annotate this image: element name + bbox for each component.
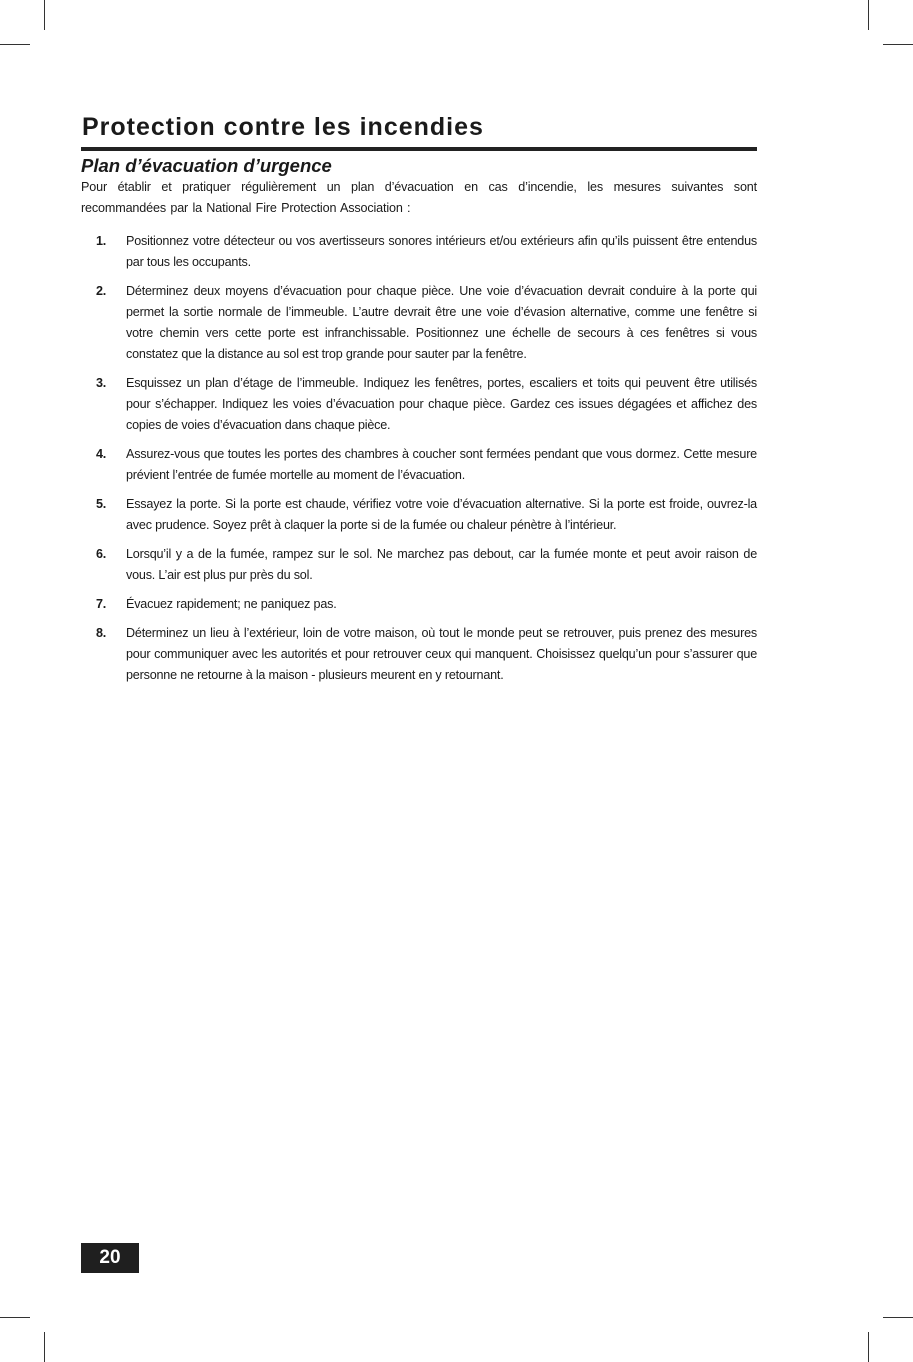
crop-mark bbox=[883, 44, 913, 45]
step-text: Évacuez rapidement; ne paniquez pas. bbox=[126, 597, 337, 611]
crop-mark bbox=[44, 0, 45, 30]
step-text: Lorsqu’il y a de la fumée, rampez sur le sol. Ne marchez pas debout, car la fumée monte et peut avoir raison de vous. L’air est plus pur près du sol. bbox=[126, 547, 757, 582]
crop-mark bbox=[868, 0, 869, 30]
step-number: 4. bbox=[96, 447, 107, 461]
list-item bbox=[81, 594, 757, 615]
step-number: 8. bbox=[96, 626, 107, 640]
intro-paragraph: Pour établir et pratiquer régulièrement un plan d’évacuation en cas d’incendie, les mesures suivantes sont recommandées par la National Fire Protection Association : bbox=[81, 180, 757, 215]
step-text: Assurez-vous que toutes les portes des chambres à coucher sont fermées pendant que vous dormez. Cette mesure prévient l’entrée de fumée mortelle au moment de l’évacuation. bbox=[126, 447, 757, 482]
list-item bbox=[81, 281, 757, 365]
step-text: Positionnez votre détecteur ou vos avertisseurs sonores intérieurs et/ou extérieurs afin qu’ils puissent être entendus par tous les occupants. bbox=[126, 234, 757, 269]
crop-mark bbox=[44, 1332, 45, 1362]
step-number: 2. bbox=[96, 284, 107, 298]
crop-mark bbox=[0, 44, 30, 45]
step-text: Déterminez deux moyens d’évacuation pour chaque pièce. Une voie d’évacuation devrait conduire à la porte qui permet la sortie normale de l’immeuble. L’autre devrait être une voie d’évasion alternative, comme une fenêtre si votre chemin vers cette porte est infranchissable. Positionnez une échelle de secours à ces fenêtres si vous constatez que la distance au sol est trop grande pour sauter par la fenêtre. bbox=[126, 284, 757, 361]
step-number: 5. bbox=[96, 497, 107, 511]
page-content bbox=[81, 108, 757, 694]
page-number: 20 bbox=[81, 1243, 139, 1273]
section-title: Plan d’évacuation d’urgence bbox=[81, 155, 332, 176]
list-item bbox=[81, 544, 757, 586]
crop-mark bbox=[868, 1332, 869, 1362]
list-item bbox=[81, 623, 757, 686]
step-number: 3. bbox=[96, 376, 107, 390]
list-item bbox=[81, 444, 757, 486]
list-item bbox=[81, 494, 757, 536]
page-title: Protection contre les incendies bbox=[82, 113, 484, 141]
crop-mark bbox=[0, 1317, 30, 1318]
step-text: Essayez la porte. Si la porte est chaude, vérifiez votre voie d’évacuation alternative. Si la porte est froide, ouvrez-la avec prudence. Soyez prêt à claquer la porte si de la fumée ou chaleur pénètre à l’intérieur. bbox=[126, 497, 757, 532]
step-number: 7. bbox=[96, 597, 107, 611]
steps-list bbox=[81, 231, 757, 686]
title-rule bbox=[81, 147, 757, 151]
crop-mark bbox=[883, 1317, 913, 1318]
list-item bbox=[81, 231, 757, 273]
step-number: 6. bbox=[96, 547, 107, 561]
step-text: Esquissez un plan d’étage de l’immeuble. Indiquez les fenêtres, portes, escaliers et toits qui peuvent être utilisés pour s’échapper. Indiquez les voies d’évacuation pour chaque pièce. Gardez ces issues dégagées et affichez des copies de voies d’évacuation dans chaque pièce. bbox=[126, 376, 757, 432]
list-item bbox=[81, 373, 757, 436]
step-number: 1. bbox=[96, 234, 107, 248]
step-text: Déterminez un lieu à l’extérieur, loin de votre maison, où tout le monde peut se retrouver, puis prenez des mesures pour communiquer avec les autorités et pour retrouver ceux qui manquent. Choisissez quelqu’un pour s’assurer que personne ne retourne à la maison - plusieurs meurent en y retournant. bbox=[126, 626, 757, 682]
